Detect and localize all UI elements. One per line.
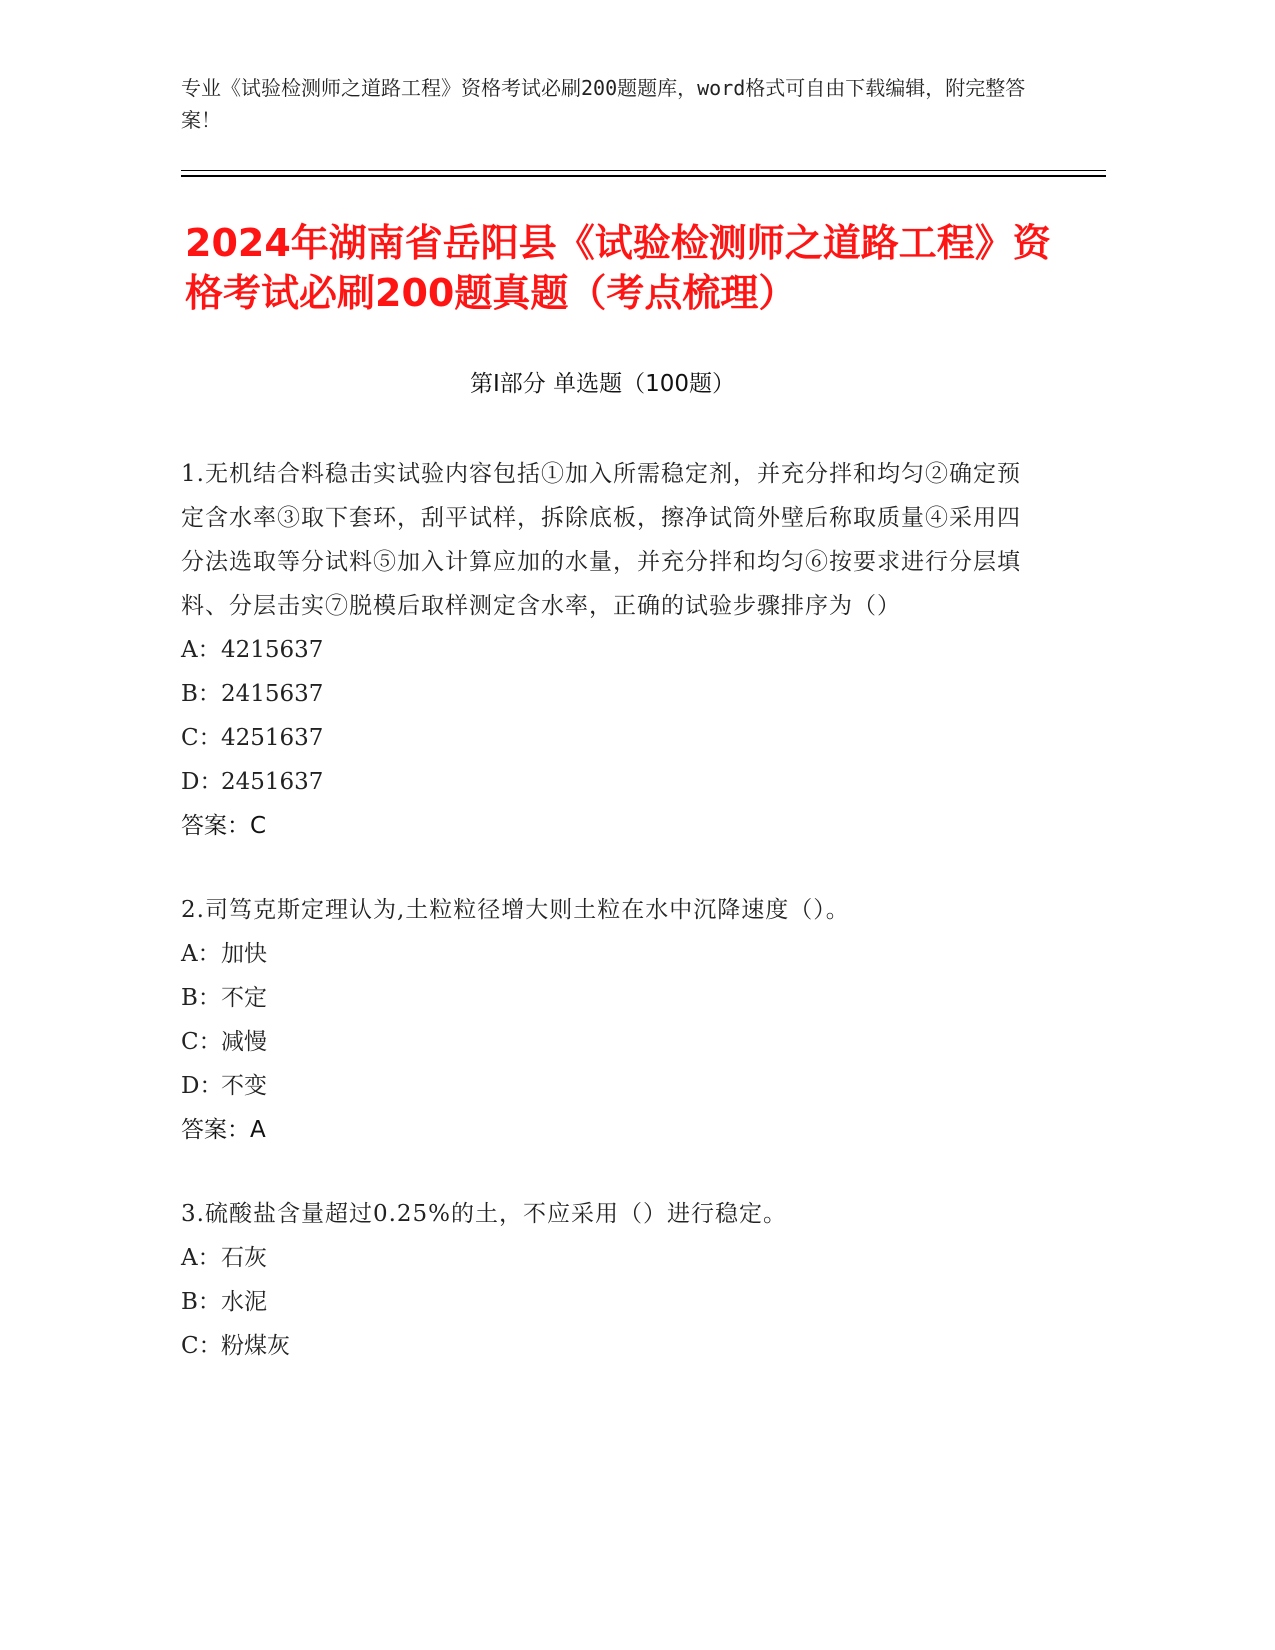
option-key: B： — [181, 985, 221, 1011]
option-c — [181, 716, 1031, 760]
header-divider-thin — [181, 170, 1106, 171]
option-a — [181, 932, 1031, 976]
question-stem: 3.硫酸盐含量超过0.25%的土，不应采用（）进行稳定。 — [181, 1201, 788, 1227]
question-stem: 1.无机结合料稳击实试验内容包括①加入所需稳定剂，并充分拌和均匀②确定预定含水率③取下套环，刮平试样，拆除底板，擦净试筒外壁后称取质量④采用四分法选取等分试料⑤加入计算应加的水量，并充分拌和均匀⑥按要求进行分层填料、分层击实⑦脱模后取样测定含水率，正确的试验步骤排序为（） — [181, 461, 1021, 619]
section-heading: 第Ⅰ部分 单选题（100题） — [470, 371, 735, 397]
option-a — [181, 1236, 1031, 1280]
option-key: D： — [181, 769, 223, 795]
option-key: C： — [181, 1333, 222, 1359]
option-text: 水泥 — [221, 1289, 267, 1315]
question-1 — [181, 452, 1031, 848]
option-text: 减慢 — [221, 1029, 267, 1055]
option-key: A： — [181, 1245, 221, 1271]
option-d — [181, 760, 1031, 804]
option-text: 粉煤灰 — [221, 1333, 290, 1359]
option-key: C： — [181, 725, 222, 751]
question-3 — [181, 1192, 1031, 1368]
option-text: 4215637 — [221, 637, 324, 663]
option-a — [181, 628, 1031, 672]
option-text: 不定 — [221, 985, 267, 1011]
option-text: 2451637 — [221, 769, 324, 795]
answer-line: 答案：A — [181, 1117, 266, 1143]
option-key: B： — [181, 1289, 221, 1315]
question-stem: 2.司笃克斯定理认为,土粒粒径增大则土粒在水中沉降速度（）。 — [181, 897, 850, 923]
header-note: 专业《试验检测师之道路工程》资格考试必刷200题题库，word格式可自由下载编辑，附完整答案！ — [181, 76, 1026, 132]
option-c — [181, 1020, 1031, 1064]
option-text: 加快 — [221, 941, 267, 967]
answer-line: 答案：C — [181, 813, 267, 839]
question-2 — [181, 888, 1031, 1152]
question-list — [181, 452, 1031, 1408]
option-key: A： — [181, 637, 221, 663]
option-c — [181, 1324, 1031, 1368]
option-text: 4251637 — [221, 725, 324, 751]
option-b — [181, 976, 1031, 1020]
option-key: D： — [181, 1073, 223, 1099]
option-d — [181, 1064, 1031, 1108]
header-divider-thick — [181, 175, 1106, 177]
option-text: 不变 — [221, 1073, 267, 1099]
document-title: 2024年湖南省岳阳县《试验检测师之道路工程》资格考试必刷200题真题（考点梳理） — [185, 221, 1051, 315]
option-text: 石灰 — [221, 1245, 267, 1271]
option-text: 2415637 — [221, 681, 324, 707]
option-key: B： — [181, 681, 221, 707]
option-key: A： — [181, 941, 221, 967]
option-b — [181, 672, 1031, 716]
option-b — [181, 1280, 1031, 1324]
option-key: C： — [181, 1029, 222, 1055]
